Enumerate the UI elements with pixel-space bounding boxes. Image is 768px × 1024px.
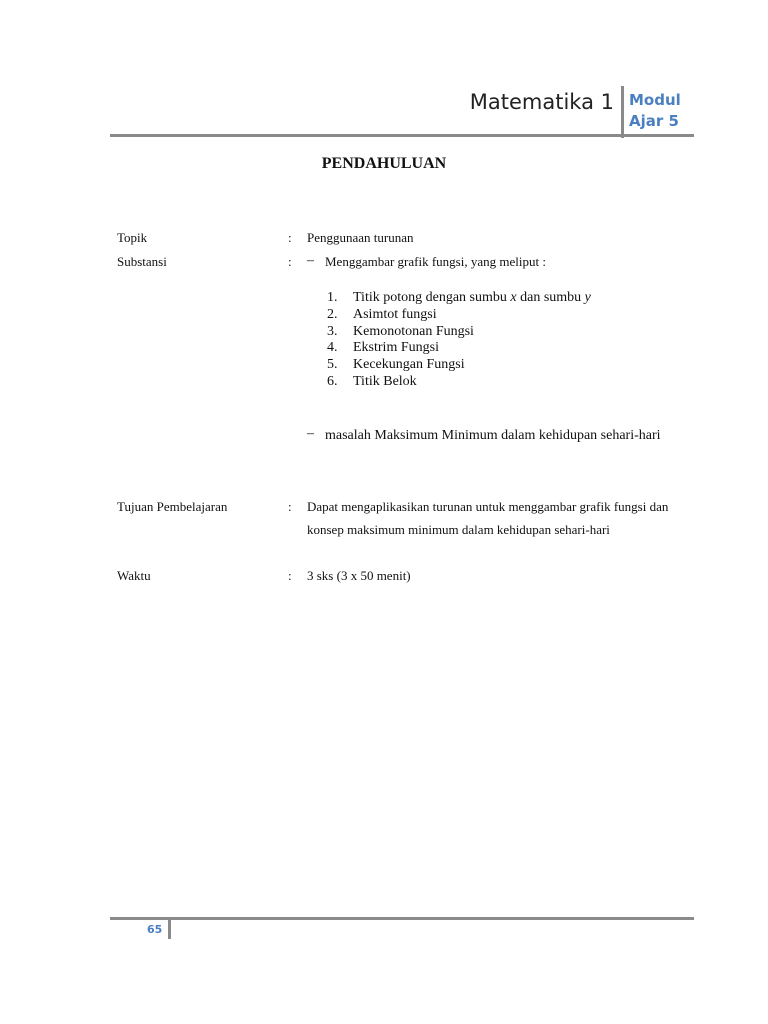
header-separator xyxy=(621,86,624,138)
topik-label: Topik xyxy=(117,230,148,245)
module-label xyxy=(629,90,681,132)
tujuan-colon: : xyxy=(288,499,292,514)
list-item: 2. Asimtot fungsi xyxy=(327,306,437,322)
substansi-intro: Menggambar grafik fungsi, yang meliput : xyxy=(325,254,546,269)
list-item: 3. Kemonotonan Fungsi xyxy=(327,323,474,339)
substansi-dash-2: – xyxy=(307,426,314,441)
footer-rule xyxy=(110,917,694,920)
substansi-outro: masalah Maksimum Minimum dalam kehidupan sehari-hari xyxy=(325,428,661,443)
list-item: 1. Titik potong dengan sumbu x dan sumbu y xyxy=(327,290,591,305)
module-label-line2: Ajar 5 xyxy=(629,112,679,130)
topik-colon: : xyxy=(288,230,292,245)
module-label-line1: Modul xyxy=(629,91,681,109)
list-item: 4. Ekstrim Fungsi xyxy=(327,340,439,356)
tujuan-line-2: konsep maksimum minimum dalam kehidupan sehari-hari xyxy=(307,522,610,537)
header-rule xyxy=(110,134,694,137)
waktu-colon: : xyxy=(288,568,292,583)
topik-value: Penggunaan turunan xyxy=(307,230,414,245)
substansi-colon: : xyxy=(288,254,292,269)
substansi-list xyxy=(327,290,591,391)
footer-separator xyxy=(168,920,171,939)
list-item: 6. Titik Belok xyxy=(327,373,417,389)
header-title: Matematika 1 xyxy=(469,90,614,114)
tujuan-label: Tujuan Pembelajaran xyxy=(117,499,228,514)
substansi-label: Substansi xyxy=(117,254,167,269)
tujuan-line-1: Dapat mengaplikasikan turunan untuk menggambar grafik fungsi dan xyxy=(307,499,669,514)
section-title: PENDAHULUAN xyxy=(321,155,447,172)
substansi-dash-1: – xyxy=(307,253,314,268)
list-item: 5. Kecekungan Fungsi xyxy=(327,357,465,373)
waktu-label: Waktu xyxy=(117,568,151,583)
waktu-value: 3 sks (3 x 50 menit) xyxy=(307,568,411,583)
page-number: 65 xyxy=(147,923,163,936)
